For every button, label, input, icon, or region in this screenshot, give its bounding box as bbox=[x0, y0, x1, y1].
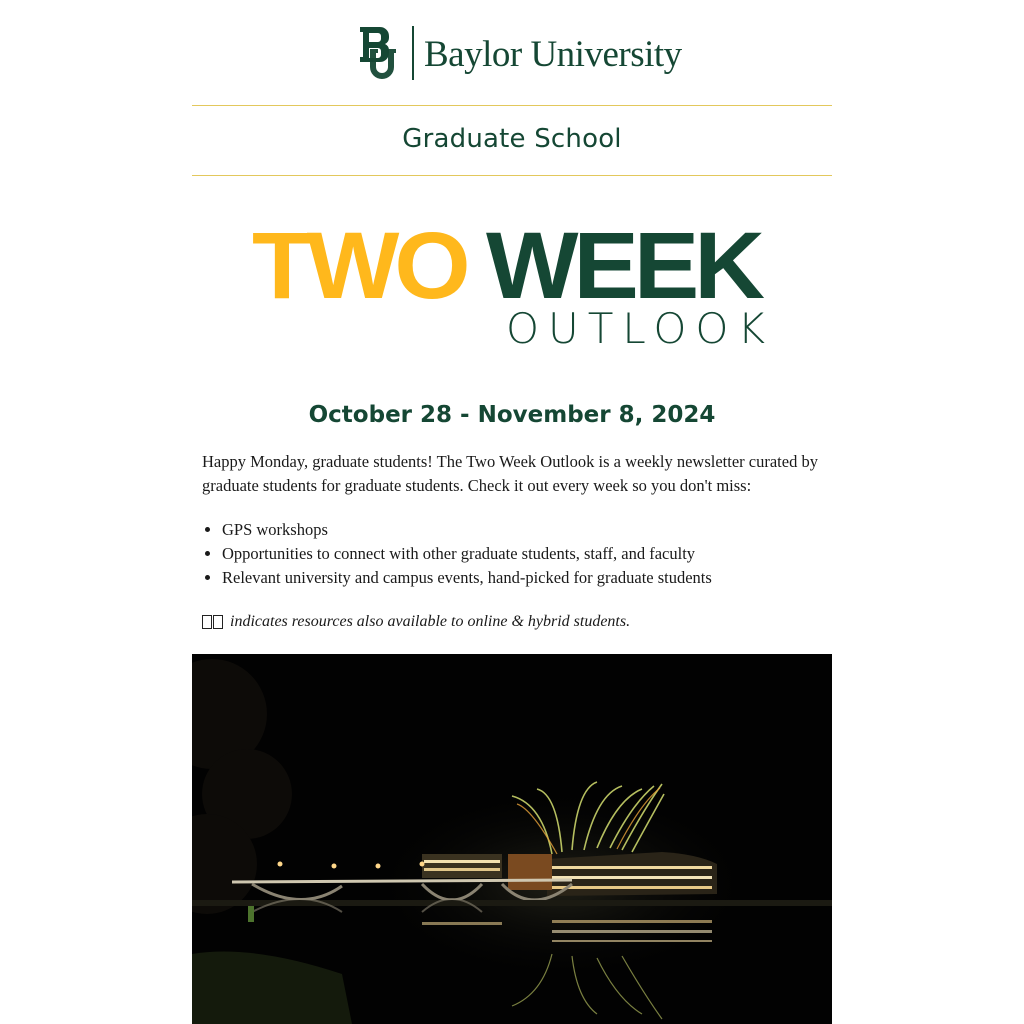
baylor-logo[interactable] bbox=[356, 24, 682, 82]
list-item: • Opportunities to connect with other graduate students, staff, and faculty bbox=[222, 542, 842, 566]
university-wordmark: Baylor University bbox=[424, 33, 682, 75]
date-range-heading: October 28 - November 8, 2024 bbox=[308, 402, 716, 428]
logo-divider bbox=[412, 26, 414, 80]
online-hybrid-note bbox=[202, 610, 822, 634]
gold-rule-top bbox=[192, 105, 832, 106]
list-item: • GPS workshops bbox=[222, 518, 842, 542]
masthead-word-two: TWO bbox=[252, 211, 466, 319]
list-item: • Relevant university and campus events, hand-picked for graduate students bbox=[222, 566, 842, 590]
section-title: Graduate School bbox=[402, 124, 622, 154]
hero-image[interactable] bbox=[192, 654, 832, 1024]
gold-rule-bottom bbox=[192, 175, 832, 176]
note-text: indicates resources also available to online & hybrid students. bbox=[230, 613, 631, 630]
stadium-night-illustration bbox=[192, 654, 832, 1024]
bu-monogram-icon bbox=[356, 25, 402, 81]
feature-list bbox=[202, 518, 842, 590]
intro-paragraph: Happy Monday, graduate students! The Two Week Outlook is a weekly newsletter curated by graduate students for graduate students. Check it out every week so you don't miss: bbox=[202, 452, 818, 495]
two-week-outlook-masthead bbox=[252, 211, 776, 353]
online-hybrid-icon bbox=[202, 615, 224, 629]
masthead-word-outlook: OUTLOOK bbox=[505, 304, 774, 353]
masthead-word-week: WEEK bbox=[486, 211, 760, 319]
